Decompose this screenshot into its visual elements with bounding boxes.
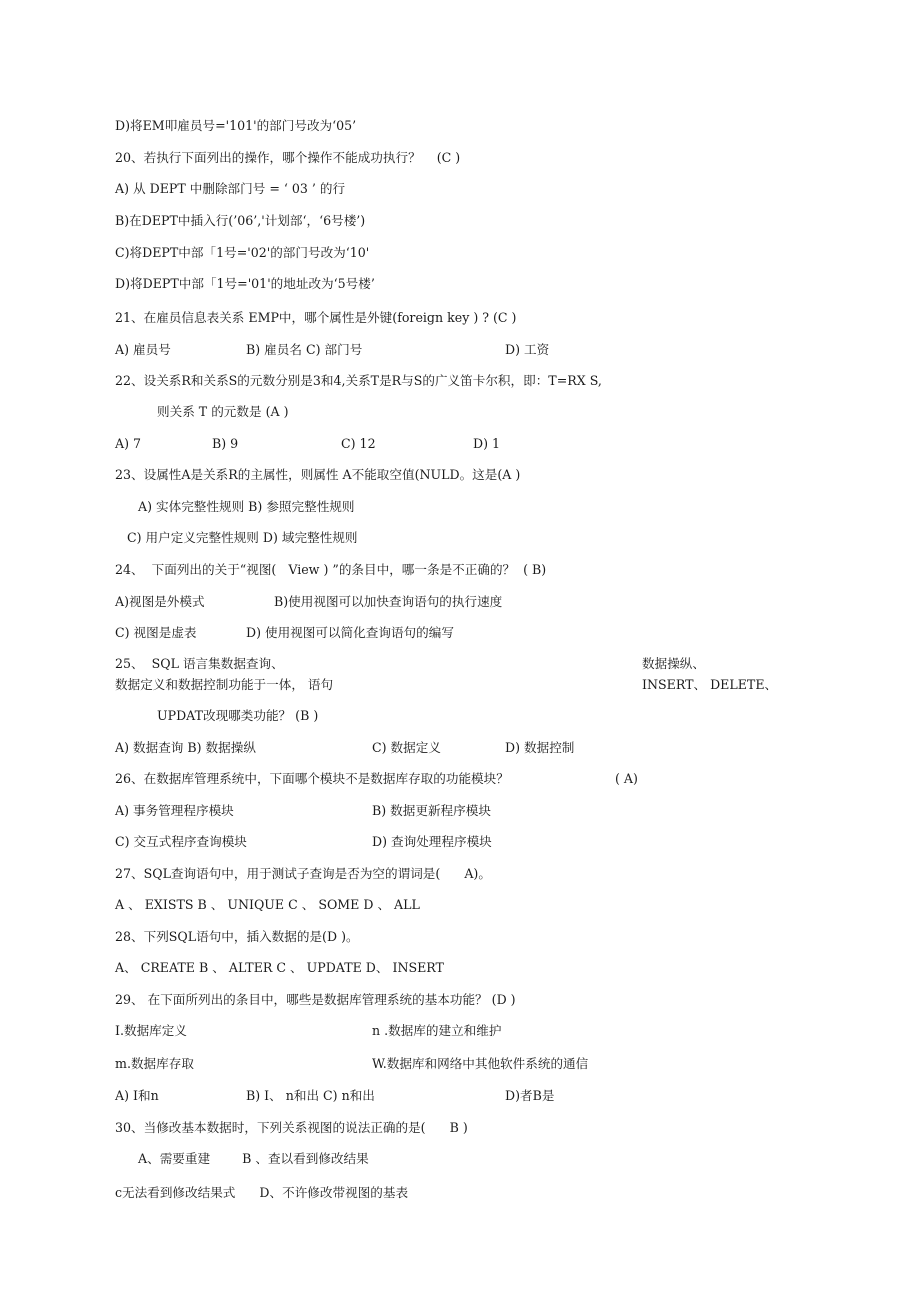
q21-option-bc: B) 雇员名 C) 部门号 [246, 342, 363, 357]
q24-option-b: B)使用视图可以加快查询语句的执行速度 [274, 594, 503, 609]
q28-options: A、 CREATE B 、 ALTER C 、 UPDATE D、 INSERT [115, 960, 444, 975]
q25-option-c: C) 数据定义 [372, 740, 441, 755]
q22-option-b: B) 9 [212, 436, 239, 451]
question-22: 22、设关系R和关系S的元数分别是3和4,关系T是R与S的广义笛卡尔积，即：T=RX S, [115, 373, 602, 388]
q26-option-d: D) 查询处理程序模块 [372, 834, 492, 849]
question-25: 25、 SQL 语言集数据查询、 [115, 656, 284, 671]
question-25-cont: UPDAT改现哪类功能？ (B ) [157, 708, 319, 723]
q29-option-d: D)者B是 [505, 1088, 555, 1103]
q23-options-cd: C) 用户定义完整性规则 D) 域完整性规则 [127, 530, 358, 545]
q20-option-c: C)将DEPT中部「1号='02'的部门号改为‘10' [115, 245, 370, 260]
q21-option-d: D) 工资 [505, 342, 550, 357]
q26-option-a: A) 事务管理程序模块 [115, 803, 234, 818]
q29-option-a: A) I和n [115, 1088, 159, 1103]
question-21: 21、在雇员信息表关系 EMP中，哪个属性是外键(foreign key ) ? (C ) [115, 310, 517, 325]
q21-option-a: A) 雇员号 [115, 342, 171, 357]
q29-item-1: I.数据库定义 [115, 1023, 187, 1038]
q30-options-cd: c无法看到修改结果式 D、不许修改带视图的基表 [115, 1185, 409, 1200]
q25-option-d: D) 数据控制 [505, 740, 575, 755]
question-27: 27、SQL查询语句中，用于测试子查询是否为空的谓词是( A)。 [115, 866, 491, 881]
q24-option-d: D) 使用视图可以简化查询语句的编写 [246, 625, 454, 640]
question-20: 20、若执行下面列出的操作，哪个操作不能成功执行？ (C ) [115, 150, 461, 165]
q30-options-ab: A、需要重建 B 、查以看到修改结果 [138, 1151, 369, 1166]
question-26: 26、在数据库管理系统中，下面哪个模块不是数据库存取的功能模块？ [115, 771, 509, 786]
q20-option-b: B)在DEPT中插入行(’06’,'计划部‘，‘6号楼’) [115, 213, 366, 228]
question-25-statements: INSERT、 DELETE、 [642, 677, 778, 692]
question-24: 24、 下面列出的关于“视图( View ) ”的条目中，哪一条是不正确的？ ( B) [115, 562, 547, 577]
q22-option-a: A) 7 [115, 436, 142, 451]
question-30: 30、当修改基本数据时，下列关系视图的说法正确的是( B ) [115, 1120, 468, 1135]
question-23: 23、设属性A是关系R的主属性，则属性 A不能取空值(NULD。这是(A ) [115, 467, 521, 482]
q26-option-c: C) 交互式程序查询模块 [115, 834, 247, 849]
q19-option-d: D)将EM叩雇员号='101'的部门号改为‘05’ [115, 118, 357, 133]
question-22-cont: 则关系 T 的元数是 (A ) [157, 404, 289, 419]
q24-option-c: C) 视图是虚表 [115, 625, 197, 640]
q20-option-d: D)将DEPT中部「1号='01'的地址改为‘5号楼’ [115, 276, 375, 291]
q22-option-c: C) 12 [341, 436, 376, 451]
question-25-line2: 数据定义和数据控制功能于一体， 语句 [115, 677, 334, 692]
q29-options-bc: B) I、 n和出 C) n和出 [246, 1088, 375, 1103]
question-28: 28、下列SQL语句中，插入数据的是(D )。 [115, 929, 359, 944]
question-29: 29、 在下面所列出的条目中，哪些是数据库管理系统的基本功能？ (D ) [115, 992, 516, 1007]
q29-item-2: n .数据库的建立和维护 [372, 1023, 502, 1038]
question-26-answer: ( A) [615, 771, 638, 786]
q24-option-a: A)视图是外模式 [115, 594, 205, 609]
q27-options: A 、 EXISTS B 、 UNIQUE C 、 SOME D 、 ALL [115, 897, 420, 912]
q23-options-ab: A) 实体完整性规则 B) 参照完整性规则 [138, 499, 355, 514]
q29-item-4: W.数据库和网络中其他软件系统的通信 [372, 1056, 589, 1071]
q20-option-a: A) 从 DEPT 中删除部门号 = ‘ 03 ’ 的行 [115, 181, 346, 196]
q25-options-ab: A) 数据查询 B) 数据操纵 [115, 740, 256, 755]
q29-item-3: m.数据库存取 [115, 1056, 194, 1071]
question-25-part: 数据操纵、 [642, 656, 705, 671]
q22-option-d: D) 1 [473, 436, 501, 451]
q26-option-b: B) 数据更新程序模块 [372, 803, 491, 818]
